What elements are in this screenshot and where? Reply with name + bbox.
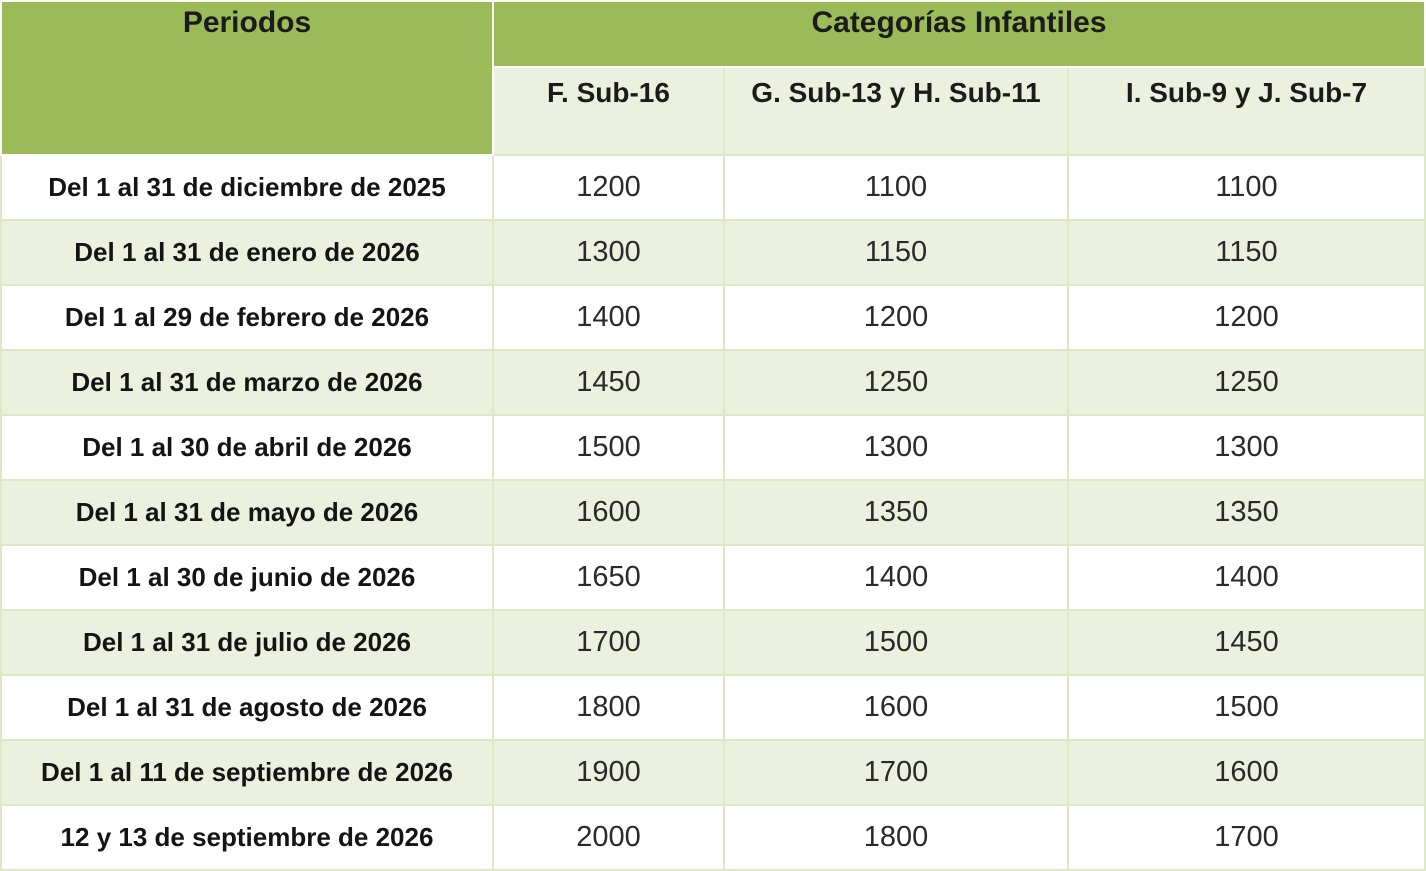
- value-cell: 1350: [724, 480, 1068, 545]
- value-cell: 1700: [724, 740, 1068, 805]
- table-row: [1, 155, 1425, 220]
- value-cell: 1700: [1068, 805, 1425, 870]
- table-row: [1, 220, 1425, 285]
- value-cell: 1450: [493, 350, 724, 415]
- period-cell: Del 1 al 30 de abril de 2026: [1, 415, 493, 480]
- table-row: [1, 675, 1425, 740]
- value-cell: 1300: [724, 415, 1068, 480]
- category-group-header: Categorías Infantiles: [493, 1, 1425, 67]
- table-row: [1, 610, 1425, 675]
- table-row: [1, 480, 1425, 545]
- table-body: [1, 155, 1425, 870]
- table-row: [1, 350, 1425, 415]
- value-cell: 1500: [1068, 675, 1425, 740]
- column-header-sub16: F. Sub-16: [493, 67, 724, 155]
- value-cell: 1200: [1068, 285, 1425, 350]
- value-cell: 1200: [724, 285, 1068, 350]
- value-cell: 1800: [724, 805, 1068, 870]
- value-cell: 1400: [493, 285, 724, 350]
- period-cell: Del 1 al 31 de mayo de 2026: [1, 480, 493, 545]
- period-cell: 12 y 13 de septiembre de 2026: [1, 805, 493, 870]
- period-cell: Del 1 al 31 de agosto de 2026: [1, 675, 493, 740]
- header-row-top: [1, 1, 1425, 67]
- table-row: [1, 285, 1425, 350]
- value-cell: 1700: [493, 610, 724, 675]
- column-header-sub9-sub7: I. Sub-9 y J. Sub-7: [1068, 67, 1425, 155]
- value-cell: 1650: [493, 545, 724, 610]
- value-cell: 1100: [724, 155, 1068, 220]
- table-row: [1, 805, 1425, 870]
- value-cell: 1250: [724, 350, 1068, 415]
- value-cell: 1500: [724, 610, 1068, 675]
- table-row: [1, 545, 1425, 610]
- value-cell: 1300: [493, 220, 724, 285]
- value-cell: 1100: [1068, 155, 1425, 220]
- periods-header: Periodos: [1, 1, 493, 155]
- value-cell: 1900: [493, 740, 724, 805]
- value-cell: 1500: [493, 415, 724, 480]
- value-cell: 1400: [1068, 545, 1425, 610]
- value-cell: 1350: [1068, 480, 1425, 545]
- period-cell: Del 1 al 31 de enero de 2026: [1, 220, 493, 285]
- value-cell: 1400: [724, 545, 1068, 610]
- period-cell: Del 1 al 30 de junio de 2026: [1, 545, 493, 610]
- value-cell: 1800: [493, 675, 724, 740]
- period-cell: Del 1 al 31 de diciembre de 2025: [1, 155, 493, 220]
- value-cell: 1150: [724, 220, 1068, 285]
- value-cell: 1450: [1068, 610, 1425, 675]
- value-cell: 2000: [493, 805, 724, 870]
- value-cell: 1250: [1068, 350, 1425, 415]
- value-cell: 1600: [724, 675, 1068, 740]
- period-cell: Del 1 al 31 de julio de 2026: [1, 610, 493, 675]
- value-cell: 1600: [493, 480, 724, 545]
- period-cell: Del 1 al 31 de marzo de 2026: [1, 350, 493, 415]
- period-cell: Del 1 al 11 de septiembre de 2026: [1, 740, 493, 805]
- table-row: [1, 415, 1425, 480]
- table-row: [1, 740, 1425, 805]
- column-header-sub13-sub11: G. Sub-13 y H. Sub-11: [724, 67, 1068, 155]
- value-cell: 1300: [1068, 415, 1425, 480]
- period-cell: Del 1 al 29 de febrero de 2026: [1, 285, 493, 350]
- value-cell: 1600: [1068, 740, 1425, 805]
- value-cell: 1200: [493, 155, 724, 220]
- value-cell: 1150: [1068, 220, 1425, 285]
